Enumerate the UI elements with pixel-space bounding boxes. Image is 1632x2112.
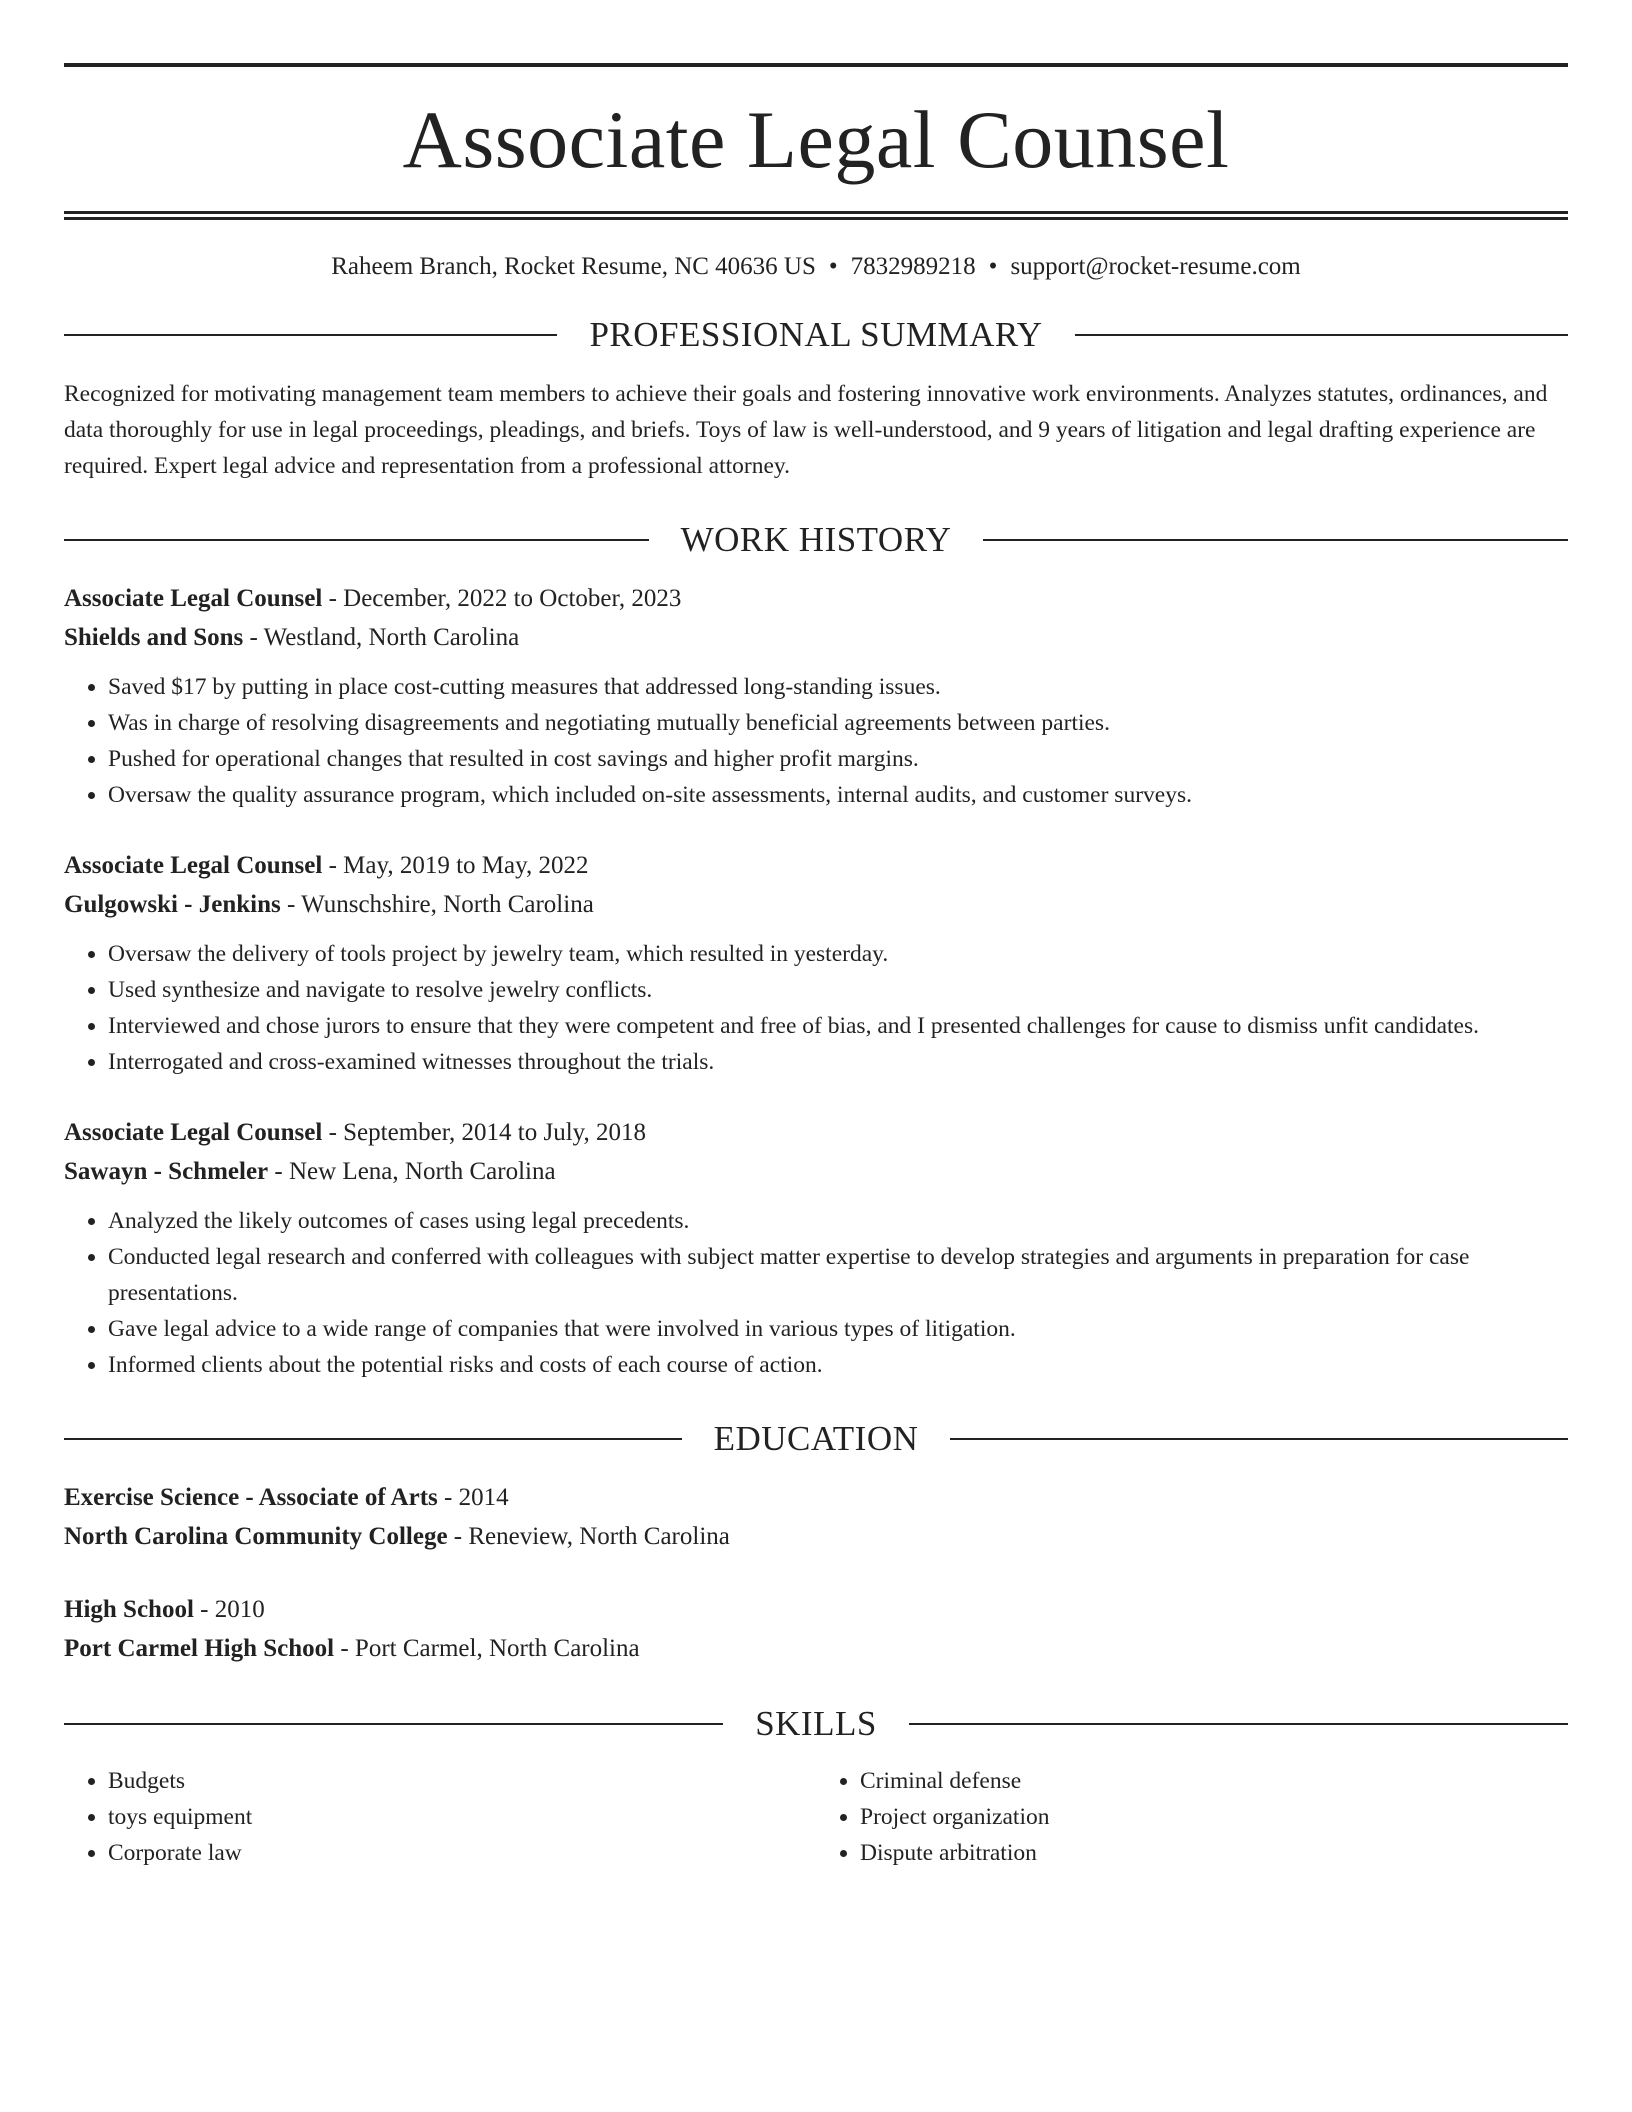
job-bullets (64, 1203, 1568, 1383)
job-role: Associate Legal Counsel (64, 585, 323, 612)
contact-address: Raheem Branch, Rocket Resume, NC 40636 US (331, 253, 816, 280)
contact-line (64, 254, 1568, 279)
job-dates: - May, 2019 to May, 2022 (322, 852, 589, 879)
header-double-rule (64, 211, 1568, 220)
skills-column-left (64, 1763, 816, 1871)
job-role: Associate Legal Counsel (64, 1119, 323, 1146)
education-school-line (64, 1517, 1568, 1556)
job-role-line (64, 1113, 1568, 1152)
section-title: PROFESSIONAL SUMMARY (589, 315, 1043, 354)
section-title: WORK HISTORY (680, 520, 952, 559)
job-company: Sawayn - Schmeler (64, 1158, 269, 1185)
contact-separator: • (988, 253, 998, 280)
contact-separator: • (828, 253, 838, 280)
skill-item: • Project organization (860, 1799, 1568, 1835)
header-top-rule (64, 63, 1568, 67)
section-title: SKILLS (755, 1704, 877, 1743)
section-rule (1075, 334, 1568, 336)
job-entry (64, 579, 1568, 813)
education-year: - 2010 (193, 1596, 265, 1623)
contact-email: support@rocket-resume.com (1010, 253, 1301, 280)
job-bullet: • Was in charge of resolving disagreements and negotiating mutually beneficial agreements between parties. (108, 705, 1568, 741)
job-bullet: • Interviewed and chose jurors to ensure that they were competent and free of bias, and I presented challenges for cause to dismiss unfit candidates. (108, 1008, 1568, 1044)
education-location: - Port Carmel, North Carolina (334, 1635, 640, 1662)
education-degree-line (64, 1590, 1568, 1629)
section-header-skills (64, 1706, 1568, 1741)
job-bullet: • Saved $17 by putting in place cost-cutting measures that addressed long-standing issues. (108, 669, 1568, 705)
section-rule (64, 1723, 723, 1725)
job-bullet: • Used synthesize and navigate to resolve jewelry conflicts. (108, 972, 1568, 1008)
education-degree: Exercise Science - Associate of Arts (64, 1484, 438, 1511)
job-company-line (64, 885, 1568, 924)
section-header-summary (64, 317, 1568, 352)
education-school-line (64, 1629, 1568, 1668)
education-school: Port Carmel High School (64, 1635, 335, 1662)
job-bullet: • Gave legal advice to a wide range of companies that were involved in various types of litigation. (108, 1311, 1568, 1347)
job-bullets (64, 669, 1568, 813)
job-role: Associate Legal Counsel (64, 852, 323, 879)
job-bullet: • Conducted legal research and conferred with colleagues with subject matter expertise to develop strategies and arguments in preparation for case presentations. (108, 1239, 1568, 1311)
section-rule (950, 1438, 1568, 1440)
job-bullet: • Pushed for operational changes that resulted in cost savings and higher profit margins. (108, 741, 1568, 777)
resume-title: Associate Legal Counsel (402, 94, 1230, 185)
skill-item: • Criminal defense (860, 1763, 1568, 1799)
job-entry (64, 1113, 1568, 1383)
job-bullet: • Oversaw the quality assurance program, which included on-site assessments, internal audits, and customer surveys. (108, 777, 1568, 813)
education-entry (64, 1590, 1568, 1668)
job-role-line (64, 846, 1568, 885)
job-company-line (64, 1152, 1568, 1191)
contact-phone: 7832989218 (850, 253, 976, 280)
section-header-education (64, 1421, 1568, 1456)
job-dates: - December, 2022 to October, 2023 (322, 585, 682, 612)
skill-item: • Corporate law (108, 1835, 816, 1871)
job-role-line (64, 579, 1568, 618)
job-location: - Wunschshire, North Carolina (280, 891, 594, 918)
job-entry (64, 846, 1568, 1080)
education-year: - 2014 (437, 1484, 509, 1511)
job-company: Gulgowski - Jenkins (64, 891, 281, 918)
section-rule (64, 334, 557, 336)
section-rule (64, 539, 649, 541)
job-dates: - September, 2014 to July, 2018 (322, 1119, 647, 1146)
job-company: Shields and Sons (64, 624, 244, 651)
job-company-line (64, 618, 1568, 657)
job-location: - New Lena, North Carolina (268, 1158, 556, 1185)
education-entry (64, 1478, 1568, 1556)
section-title: EDUCATION (713, 1419, 919, 1458)
education-degree-line (64, 1478, 1568, 1517)
education-school: North Carolina Community College (64, 1523, 448, 1550)
job-bullet: • Oversaw the delivery of tools project by jewelry team, which resulted in yesterday. (108, 936, 1568, 972)
skills-list (64, 1763, 1568, 1871)
skill-item: • Dispute arbitration (860, 1835, 1568, 1871)
job-bullet: • Analyzed the likely outcomes of cases using legal precedents. (108, 1203, 1568, 1239)
job-bullet: • Interrogated and cross-examined witnesses throughout the trials. (108, 1044, 1568, 1080)
skills-column-right (816, 1763, 1568, 1871)
job-bullet: • Informed clients about the potential risks and costs of each course of action. (108, 1347, 1568, 1383)
skill-item: • toys equipment (108, 1799, 816, 1835)
section-header-work (64, 522, 1568, 557)
summary-text: Recognized for motivating management team members to achieve their goals and fostering innovative work environments. Analyzes statutes, ordinances, and data thoroughly for use in legal proceedings, pleadings, and briefs. Toys of law is well-understood, and 9 years of litigation and legal drafting experience are required. Expert legal advice and representation from a professional attorney. (64, 381, 1548, 479)
section-rule (983, 539, 1568, 541)
section-rule (909, 1723, 1568, 1725)
education-location: - Reneview, North Carolina (447, 1523, 730, 1550)
job-bullets (64, 936, 1568, 1080)
section-rule (64, 1438, 682, 1440)
skill-item: • Budgets (108, 1763, 816, 1799)
education-degree: High School (64, 1596, 194, 1623)
job-location: - Westland, North Carolina (243, 624, 520, 651)
